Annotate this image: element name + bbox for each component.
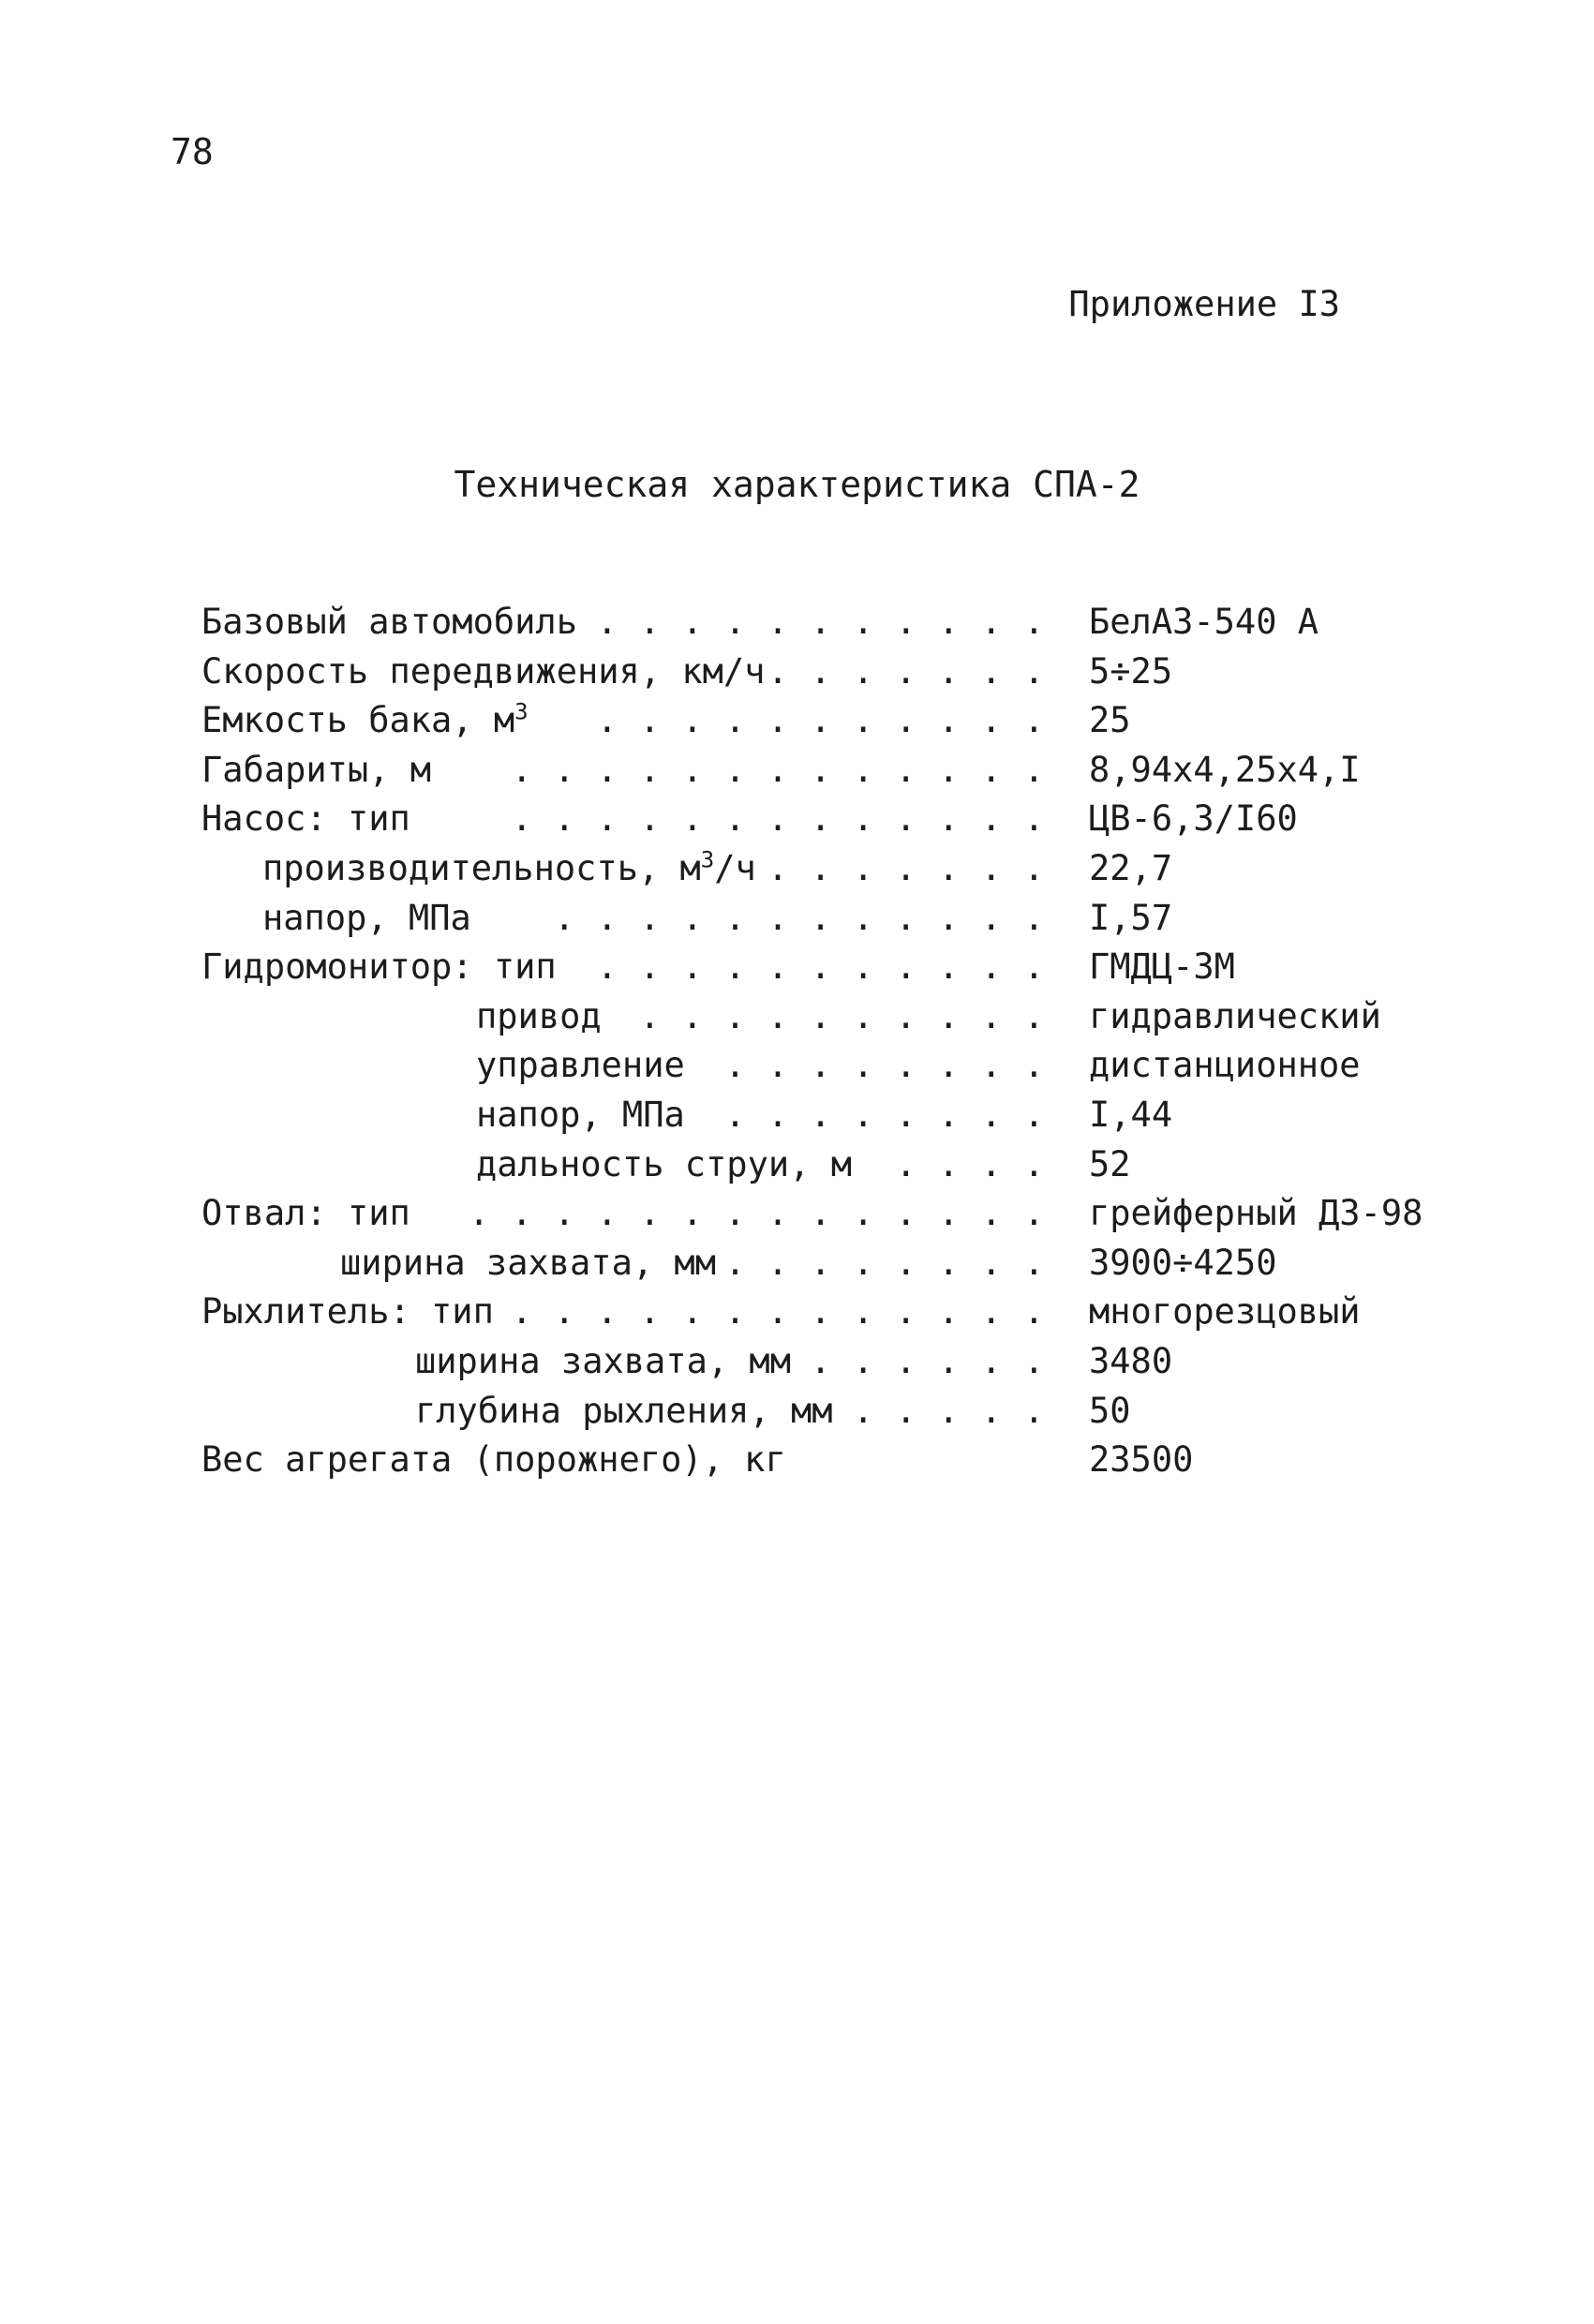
page-title: Техническая характеристика СПА-2 <box>454 464 1140 505</box>
spec-row <box>201 1239 1438 1289</box>
spec-label <box>476 992 602 1042</box>
spec-label-text: дальность струи, м <box>476 1143 852 1184</box>
spec-row <box>201 1387 1438 1437</box>
spec-label-text: управление <box>476 1045 685 1086</box>
appendix-label: Приложение I3 <box>1068 284 1340 324</box>
spec-label-text: ширина захвата, мм <box>340 1242 716 1283</box>
spec-row <box>201 795 1438 844</box>
spec-value: I,57 <box>1089 897 1173 938</box>
spec-row <box>201 746 1438 796</box>
spec-list <box>201 598 1438 1485</box>
spec-label-text: Базовый автомобиль <box>201 602 577 642</box>
leader-dots: . . . . . . . <box>767 650 1045 692</box>
leader-dots: . . . . . . . . <box>724 1094 1045 1135</box>
spec-label <box>340 1239 716 1289</box>
spec-value: ГМДЦ-3М <box>1089 946 1235 988</box>
spec-value: 25 <box>1089 700 1131 741</box>
spec-label-text: напор, МПа <box>262 897 471 938</box>
spec-row <box>201 696 1438 746</box>
spec-label-text: Емкость бака, м <box>201 700 515 741</box>
spec-row <box>201 1041 1438 1091</box>
spec-label-text: производительность, м <box>262 847 701 888</box>
spec-label <box>476 1091 685 1140</box>
spec-label <box>476 1041 685 1091</box>
spec-label-text: Гидромонитор: тип <box>201 946 557 988</box>
spec-value: 52 <box>1089 1143 1131 1184</box>
spec-row <box>201 648 1438 697</box>
leader-dots: . . . . . . . . <box>724 1242 1045 1283</box>
leader-dots: . . . . . . <box>810 1340 1045 1381</box>
spec-value: 23500 <box>1089 1439 1194 1481</box>
spec-label-text: Вес агрегата (порожнего), кг <box>201 1439 786 1481</box>
spec-label-text: Скорость передвижения, км/ч <box>201 650 766 692</box>
spec-label <box>201 598 577 648</box>
spec-label <box>476 1140 852 1190</box>
spec-label <box>262 844 756 894</box>
spec-row <box>201 1337 1438 1387</box>
spec-label-text: ширина захвата, мм <box>415 1340 791 1381</box>
leader-dots: . . . . . <box>853 1390 1045 1431</box>
spec-label <box>201 1189 410 1239</box>
spec-row <box>201 992 1438 1042</box>
leader-dots: . . . . . . . <box>767 847 1045 888</box>
leader-dots: . . . . . . . . . . . . . <box>511 798 1045 840</box>
spec-value: дистанционное <box>1089 1045 1361 1086</box>
spec-label-text: Габариты, м <box>201 749 432 790</box>
leader-dots: . . . . <box>895 1143 1045 1184</box>
spec-label <box>415 1387 833 1437</box>
spec-label <box>201 696 529 746</box>
spec-label-text: привод <box>476 995 602 1036</box>
spec-value: многорезцовый <box>1089 1291 1361 1333</box>
spec-label-text: Отвал: тип <box>201 1193 410 1234</box>
leader-dots: . . . . . . . . <box>724 1045 1045 1086</box>
spec-value: 50 <box>1089 1390 1131 1431</box>
spec-label-text: Рыхлитель: тип <box>201 1291 494 1333</box>
spec-value: 8,94x4,25x4,I <box>1089 749 1361 790</box>
spec-row <box>201 1436 1438 1485</box>
spec-label-superscript: 3 <box>514 698 529 725</box>
spec-row <box>201 598 1438 648</box>
spec-row <box>201 1288 1438 1337</box>
spec-row <box>201 1189 1438 1239</box>
spec-row <box>201 1091 1438 1140</box>
spec-label <box>201 648 765 697</box>
leader-dots: . . . . . . . . . . <box>639 995 1045 1036</box>
spec-label <box>201 1436 786 1485</box>
spec-value: 22,7 <box>1089 847 1173 888</box>
spec-label-superscript: 3 <box>700 846 715 873</box>
spec-value: ЦВ-6,3/I60 <box>1089 798 1298 840</box>
spec-value: I,44 <box>1089 1094 1173 1135</box>
spec-label <box>201 943 557 992</box>
spec-label-text: Насос: тип <box>201 798 410 840</box>
spec-value: гидравлический <box>1089 995 1381 1036</box>
spec-row <box>201 894 1438 944</box>
leader-dots: . . . . . . . . . . . <box>596 946 1045 988</box>
leader-dots: . . . . . . . . . . . <box>596 700 1045 741</box>
leader-dots: . . . . . . . . . . . . . <box>511 749 1045 790</box>
leader-dots: . . . . . . . . . . . . . . <box>469 1193 1045 1234</box>
spec-label-text: напор, МПа <box>476 1094 685 1135</box>
spec-label-tail: /ч <box>714 847 756 888</box>
spec-value: грейферный ДЗ-98 <box>1089 1193 1423 1234</box>
leader-dots: . . . . . . . . . . . . <box>554 897 1045 938</box>
spec-label <box>201 795 410 844</box>
spec-label <box>415 1337 791 1387</box>
spec-row <box>201 1140 1438 1190</box>
spec-row <box>201 943 1438 992</box>
spec-row <box>201 844 1438 894</box>
leader-dots: . . . . . . . . . . . . . <box>511 1291 1045 1333</box>
spec-label <box>262 894 471 944</box>
spec-label <box>201 746 431 796</box>
spec-value: 5÷25 <box>1089 650 1173 692</box>
spec-label <box>201 1288 494 1337</box>
page-number: 78 <box>171 131 214 172</box>
spec-value: БелАЗ-540 А <box>1089 602 1319 642</box>
spec-value: 3480 <box>1089 1340 1173 1381</box>
spec-value: 3900÷4250 <box>1089 1242 1277 1283</box>
leader-dots: . . . . . . . . . . . <box>596 602 1045 642</box>
spec-label-text: глубина рыхления, мм <box>415 1390 833 1431</box>
